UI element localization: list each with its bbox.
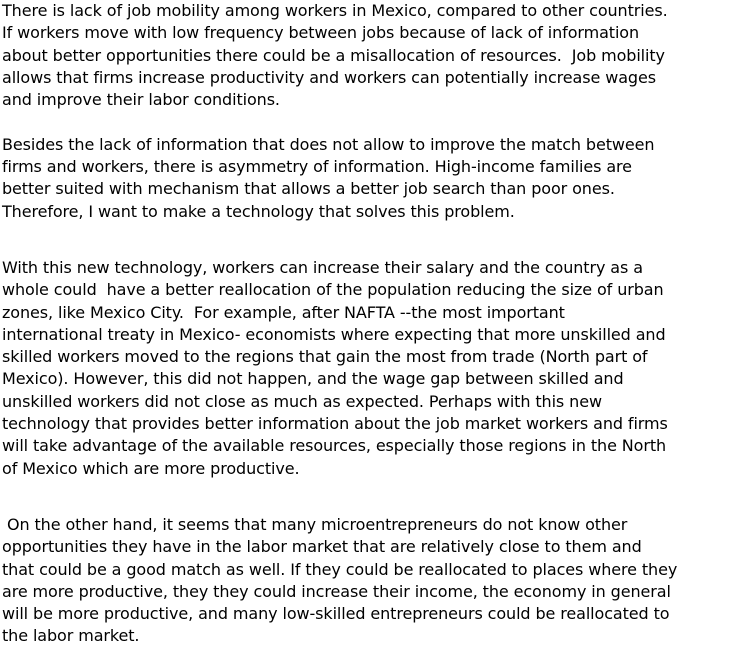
paragraph-spacer xyxy=(2,111,727,133)
text-line: unskilled workers did not close as much as expected. Perhaps with this new xyxy=(2,391,602,411)
text-line: If workers move with low frequency between jobs because of lack of information xyxy=(2,23,640,43)
text-line: There is lack of job mobility among workers in Mexico, compared to other countries. xyxy=(2,1,668,20)
text-line: zones, like Mexico City. For example, after NAFTA --the most important xyxy=(2,302,565,322)
text-line: Besides the lack of information that does not allow to improve the match between xyxy=(2,134,655,154)
paragraph-job-mobility xyxy=(2,0,727,111)
text-line: skilled workers moved to the regions that gain the most from trade (North part of xyxy=(2,347,648,367)
text-line: and improve their labor conditions. xyxy=(2,90,280,110)
paragraph-information-asymmetry xyxy=(2,134,727,223)
paragraph-spacer xyxy=(2,223,727,257)
text-line: the labor market. xyxy=(2,626,140,646)
text-line: about better opportunities there could be a misallocation of resources. Job mobility xyxy=(2,45,665,65)
text-line: that could be a good match as well. If they could be reallocated to places where they xyxy=(2,559,678,579)
text-line: allows that firms increase productivity and workers can potentially increase wages xyxy=(2,67,656,87)
text-line: On the other hand, it seems that many microentrepreneurs do not know other xyxy=(2,514,628,534)
text-line: international treaty in Mexico- economists where expecting that more unskilled and xyxy=(2,324,666,344)
text-line: will be more productive, and many low-skilled entrepreneurs could be reallocated to xyxy=(2,604,670,624)
paragraph-new-technology xyxy=(2,257,727,480)
text-line: will take advantage of the available resources, especially those regions in the North xyxy=(2,436,667,456)
text-line: firms and workers, there is asymmetry of information. High-income families are xyxy=(2,157,632,177)
text-line: of Mexico which are more productive. xyxy=(2,458,300,478)
text-line: Therefore, I want to make a technology that solves this problem. xyxy=(2,201,515,221)
text-line: opportunities they have in the labor market that are relatively close to them and xyxy=(2,537,642,557)
text-line: Mexico). However, this did not happen, and the wage gap between skilled and xyxy=(2,369,624,389)
paragraph-spacer xyxy=(2,480,727,514)
paragraph-microentrepreneurs xyxy=(2,514,727,648)
text-line: better suited with mechanism that allows a better job search than poor ones. xyxy=(2,179,615,199)
text-line: technology that provides better information about the job market workers and firms xyxy=(2,414,668,434)
text-line: are more productive, they they could increase their income, the economy in general xyxy=(2,581,671,601)
text-line: With this new technology, workers can increase their salary and the country as a xyxy=(2,257,643,277)
text-line: whole could have a better reallocation of the population reducing the size of urban xyxy=(2,280,664,300)
